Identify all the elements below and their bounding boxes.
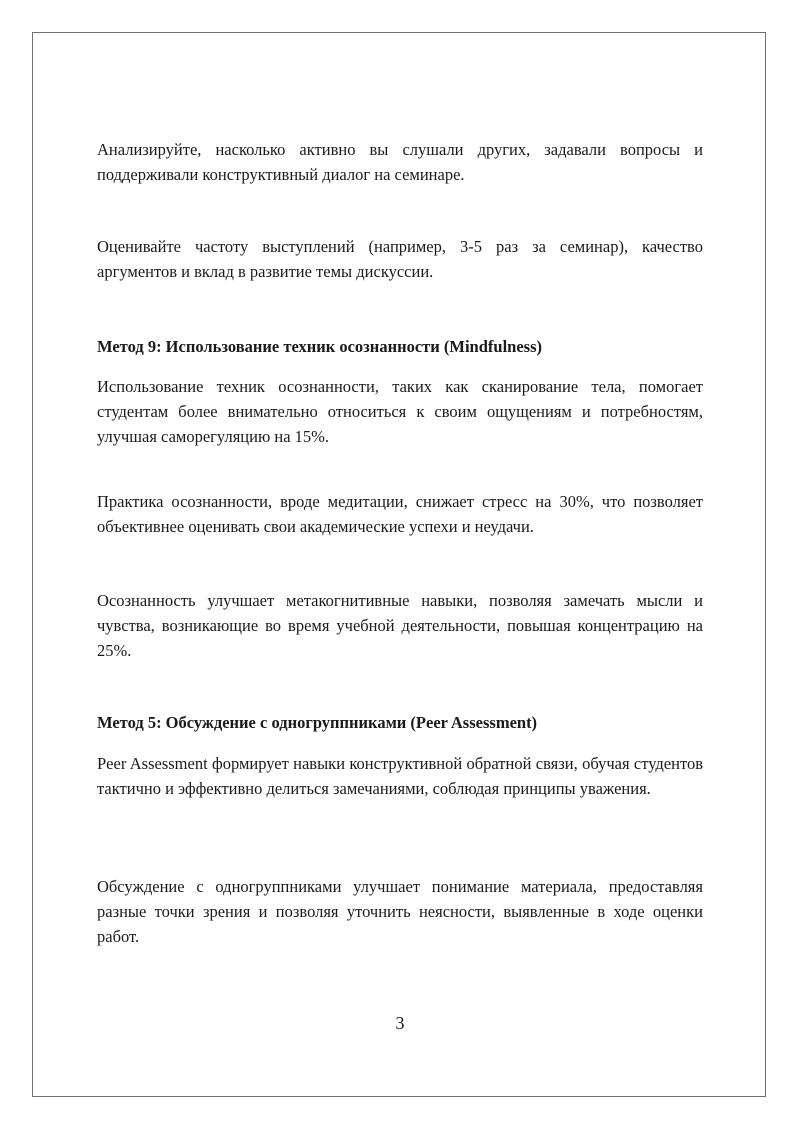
paragraph-speech-frequency: Оценивайте частоту выступлений (например, 3-5 раз за семинар), качество аргументов и вклад в развитие темы дискуссии. [97, 237, 703, 281]
page-number: 3 [395, 1013, 405, 1033]
paragraph-peer-feedback: Peer Assessment формирует навыки конструктивной обратной связи, обучая студентов тактично и эффективно делиться замечаниями, соблюдая принципы уважения. [97, 754, 703, 798]
paragraph-mindfulness-body-scan: Использование техник осознанности, таких как сканирование тела, помогает студентам более внимательно относиться к своим ощущениям и потребностям, улучшая саморегуляцию на 15%. [97, 377, 703, 446]
paragraph-mindfulness-meditation: Практика осознанности, вроде медитации, снижает стресс на 30%, что позволяет объективнее оценивать свои академические успехи и неудачи. [97, 492, 703, 536]
paragraph-active-listening: Анализируйте, насколько активно вы слушали других, задавали вопросы и поддерживали конструктивный диалог на семинаре. [97, 140, 703, 184]
section-heading-method-9: Метод 9: Использование техник осознанности (Mindfulness) [97, 337, 542, 356]
paragraph-peer-discussion: Обсуждение с одногруппниками улучшает понимание материала, предоставляя разные точки зрения и позволяя уточнить неясности, выявленные в ходе оценки работ. [97, 877, 703, 946]
paragraph-mindfulness-metacognition: Осознанность улучшает метакогнитивные навыки, позволяя замечать мысли и чувства, возникающие во время учебной деятельности, повышая концентрацию на 25%. [97, 591, 703, 660]
section-heading-method-5: Метод 5: Обсуждение с одногруппниками (Peer Assessment) [97, 713, 538, 732]
